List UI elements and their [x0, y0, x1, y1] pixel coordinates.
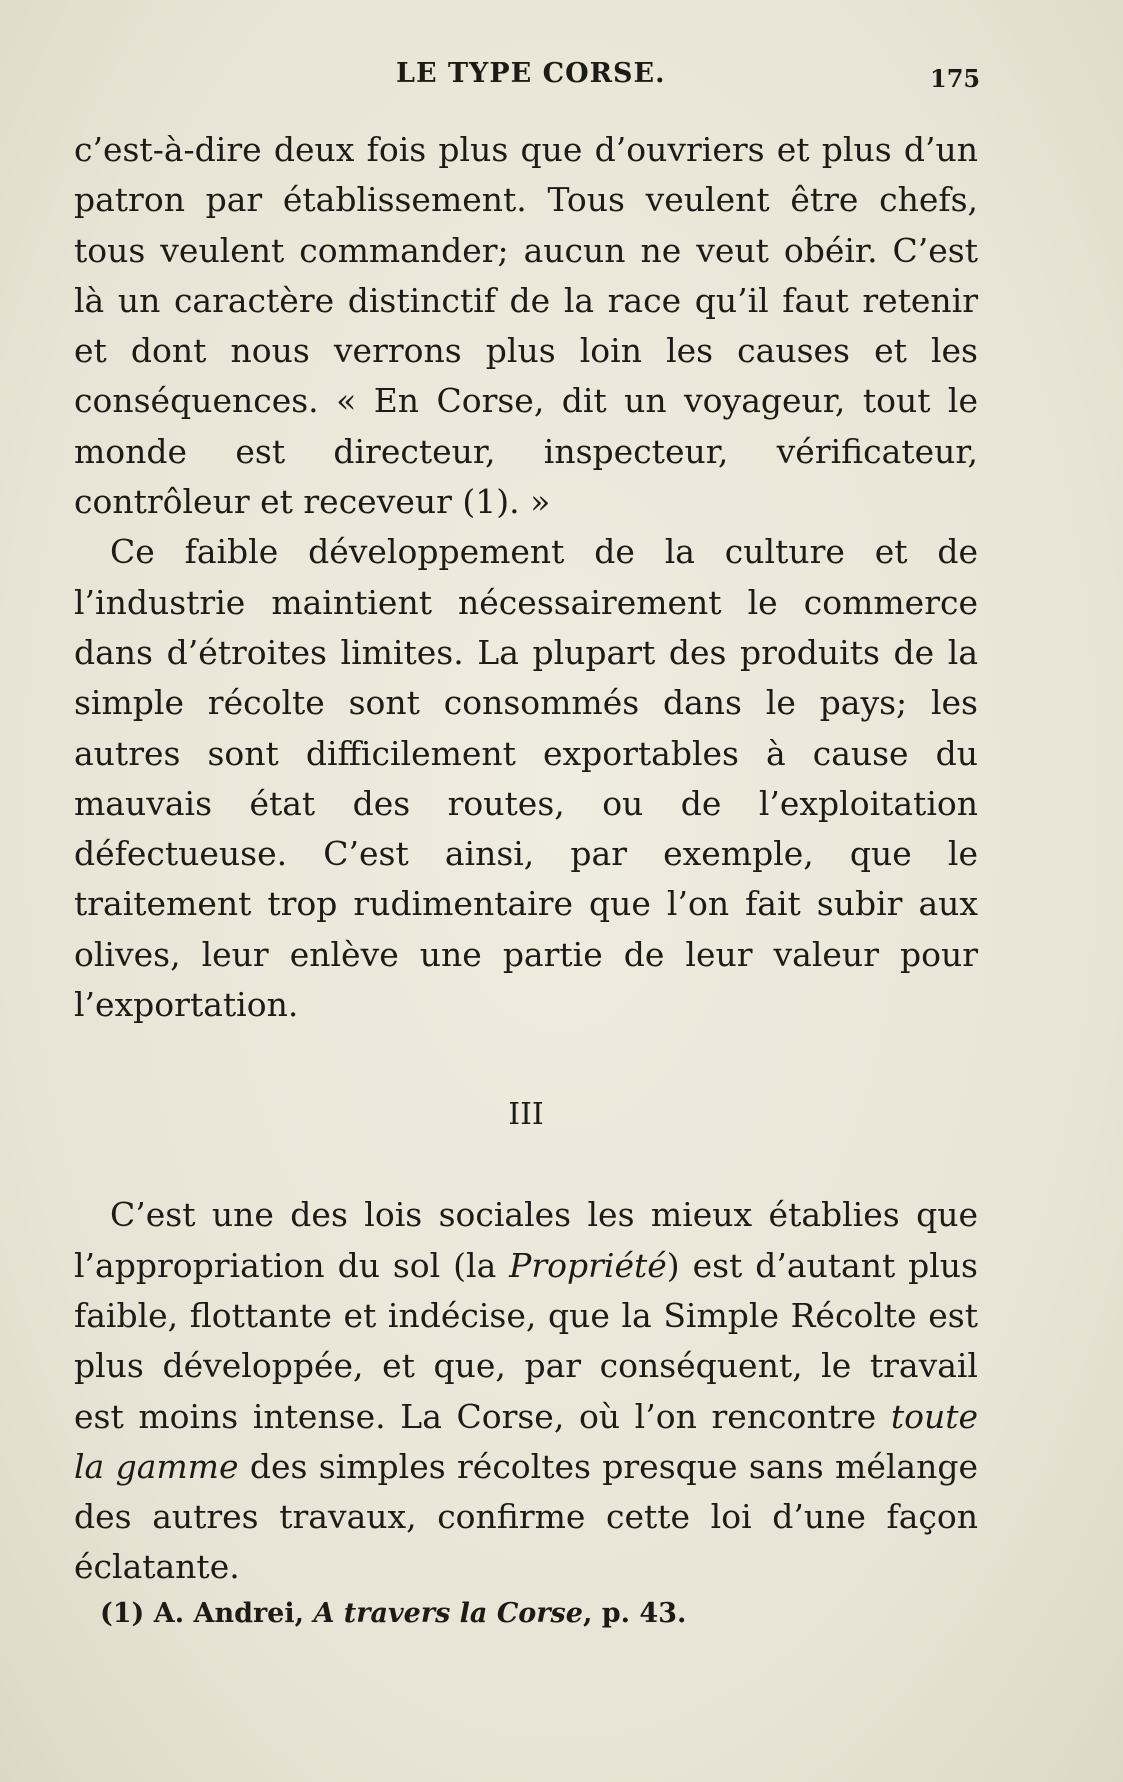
footnote-title: A travers la Corse: [313, 1598, 583, 1629]
running-title: LE TYPE CORSE.: [396, 58, 666, 89]
paragraph-text-part2: ) est d’autant plus faible, flottante et indécise, que la Simple Récolte est plus développée, et que, par conséquent, le travail est moins intense. La Corse, où l’on rencontre: [74, 1245, 978, 1436]
paragraph-commerce: Ce faible développement de la culture et de l’industrie maintient nécessairement le commerce dans d’étroites limites. La plupart des produits de la simple récolte sont consommés dans le pays; les autres sont difficilement exportables à cause du mauvais état des routes, ou de l’exploitation défectueuse. C’est ainsi, par exemple, que le traitement trop rudimentaire que l’on fait subir aux olives, leur enlève une partie de leur valeur pour l’exportation.: [74, 532, 978, 1025]
paragraph-text-part1: C’est une des lois sociales les mieux établies que l’appropriation du sol (la: [74, 1195, 978, 1285]
paragraph-italic-gamme: toute la gamme: [74, 1396, 978, 1486]
footnote: [100, 1598, 686, 1629]
section-heading: III: [508, 1097, 544, 1133]
footnote-page: , p. 43.: [582, 1598, 687, 1629]
footnote-author: A. Andrei,: [153, 1598, 305, 1629]
paragraph-italic-propriete: Propriété: [509, 1245, 667, 1285]
paragraph-propriete: [74, 1190, 978, 1592]
paragraph-text-part3: des simples récoltes presque sans mélange des autres travaux, confirme cette loi d’une façon éclatante.: [74, 1446, 978, 1587]
footnote-marker: (1): [100, 1598, 145, 1629]
paragraph-continued: c’est-à-dire deux fois plus que d’ouvriers et plus d’un patron par établissement. Tous veulent être chefs, tous veulent commander; aucun ne veut obéir. C’est là un caractère distinctif de la race qu’il faut retenir et dont nous verrons plus loin les causes et les conséquences. « En Corse, dit un voyageur, tout le monde est directeur, inspecteur, vérificateur, contrôleur et receveur (1). »: [74, 130, 978, 522]
page-number: 175: [930, 64, 981, 93]
running-head: [0, 58, 1123, 98]
body-text: [74, 125, 978, 1593]
